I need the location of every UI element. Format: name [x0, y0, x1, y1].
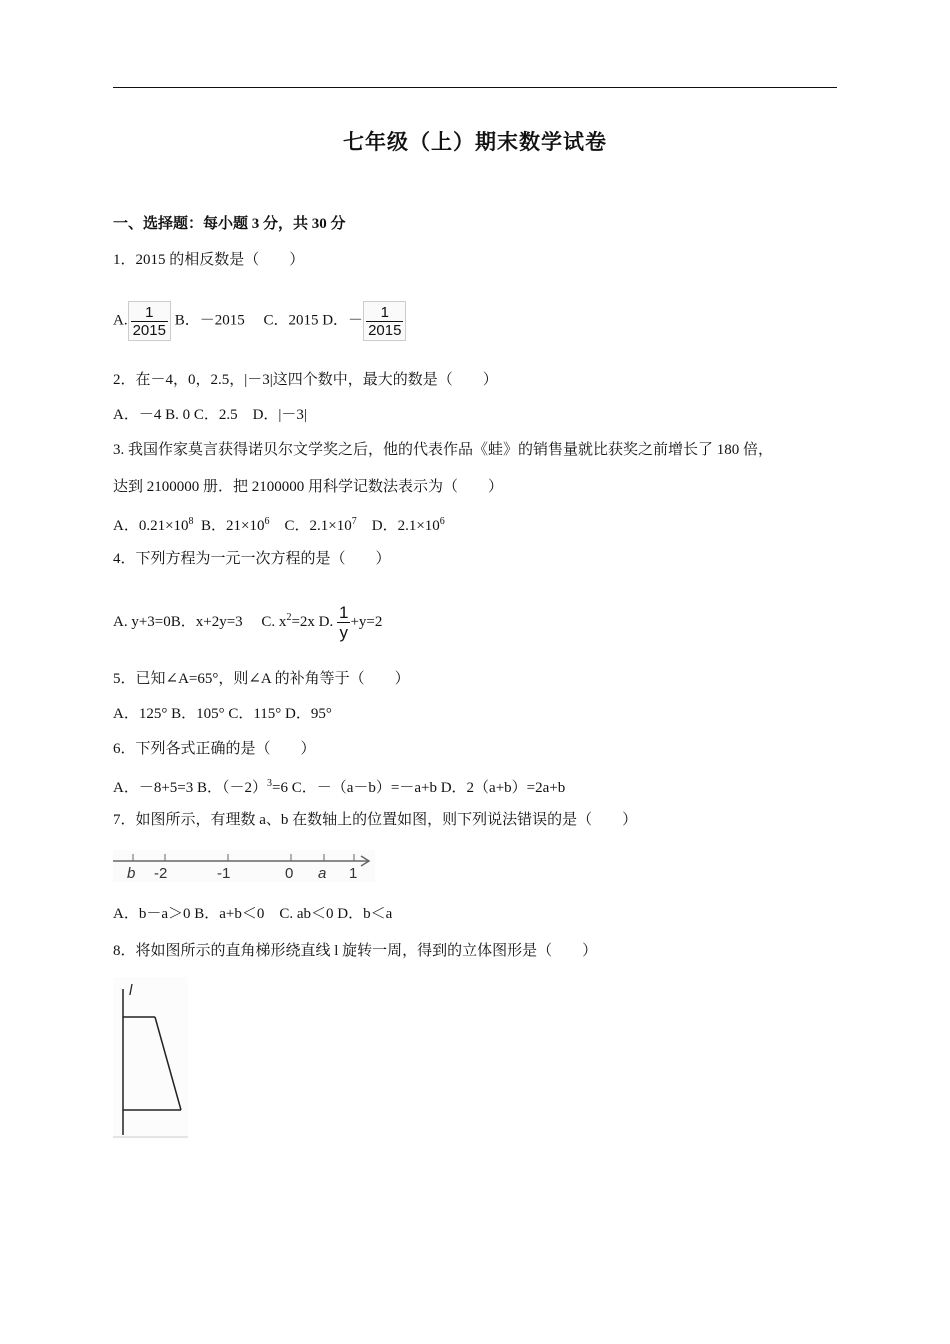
q4-frac-d-den: y: [339, 623, 348, 643]
q3-option-a: A．0.21×10: [113, 518, 189, 534]
q6-option-b-exp: 3: [267, 778, 273, 789]
axis-label-l: l: [129, 982, 133, 999]
q3-option-d: D．2.1×10: [371, 518, 440, 534]
q4-option-d-rest: +y=2: [350, 614, 383, 630]
q3-stem-line2: 达到 2100000 册．把 2100000 用科学记数法表示为（ ）: [113, 479, 504, 495]
q1-option-a-label: A.: [113, 312, 128, 329]
q4-options: [113, 596, 382, 644]
q3-option-b: B．21×10: [201, 518, 265, 534]
q1-frac-a-num: 1: [145, 303, 154, 321]
q3-option-b-exp: 6: [264, 516, 270, 527]
number-line-figure: [113, 850, 375, 882]
q3-option-c-exp: 7: [351, 516, 357, 527]
trapezoid-bg: [113, 977, 188, 1139]
q6-options: [113, 774, 565, 798]
q1-frac-a-den: 2015: [132, 321, 166, 339]
q1-frac-d-num: 1: [380, 303, 389, 321]
axis-label-a: a: [318, 865, 327, 882]
q6-options-bcd: =6 C．－（a－b）=－a+b D．2（a+b）=2a+b: [272, 780, 566, 796]
header-rule: [113, 87, 837, 88]
q3-options: [113, 512, 445, 536]
axis-label-0: 0: [285, 865, 294, 882]
axis-label-b: b: [127, 865, 136, 882]
q3-option-a-exp: 8: [188, 516, 194, 527]
q1-fraction-a: [128, 301, 171, 341]
axis-label-neg1: -1: [217, 865, 231, 882]
q4-options-abc: A. y+3=0B．x+2y=3 C. x: [113, 614, 287, 630]
page-title: 七年级（上）期末数学试卷: [343, 130, 607, 154]
q5-stem: 5．已知∠A=65°，则∠A 的补角等于（ ）: [113, 671, 410, 687]
q6-stem: 6．下列各式正确的是（ ）: [113, 741, 316, 757]
q1-options: [113, 301, 406, 341]
q1-options-bcd: B．－2015 C．2015 D．－: [174, 312, 364, 329]
q1-fraction-d: [363, 301, 406, 341]
number-line-bg: [113, 850, 375, 882]
q3-stem-line1: 3. 我国作家莫言获得诺贝尔文学奖之后，他的代表作品《蛙》的销售量就比获奖之前增长了 180 倍，: [113, 442, 774, 458]
section-heading: 一、选择题：每小题 3 分，共 30 分: [113, 216, 346, 232]
q1-stem: 1．2015 的相反数是（ ）: [113, 252, 305, 268]
q7-stem: 7．如图所示，有理数 a、b 在数轴上的位置如图，则下列说法错误的是（ ）: [113, 812, 638, 828]
q3-option-c: C．2.1×10: [284, 518, 352, 534]
axis-label-neg2: -2: [154, 865, 168, 882]
q3-option-d-exp: 6: [439, 516, 445, 527]
axis-label-1: 1: [349, 865, 358, 882]
q4-fraction-d: [337, 604, 350, 641]
q2-stem: 2．在－4，0，2.5，|－3|这四个数中，最大的数是（ ）: [113, 372, 498, 388]
q4-option-c-exp: 2: [286, 612, 292, 623]
q1-frac-d-den: 2015: [368, 321, 402, 339]
q4-stem: 4．下列方程为一元一次方程的是（ ）: [113, 551, 391, 567]
q4-frac-d-num: 1: [338, 603, 349, 623]
q2-options: A．－4 B. 0 C．2.5 D．|－3|: [113, 407, 307, 423]
q6-options-ab: A．－8+5=3 B．（－2）: [113, 780, 268, 796]
q8-stem: 8．将如图所示的直角梯形绕直线 l 旋转一周，得到的立体图形是（ ）: [113, 943, 598, 959]
q7-options: A．b－a＞0 B．a+b＜0 C. ab＜0 D．b＜a: [113, 906, 393, 922]
trapezoid-figure: [113, 977, 188, 1139]
q5-options: A．125° B．105° C．115° D．95°: [113, 706, 332, 722]
q4-option-c-rest: =2x D.: [291, 614, 334, 630]
